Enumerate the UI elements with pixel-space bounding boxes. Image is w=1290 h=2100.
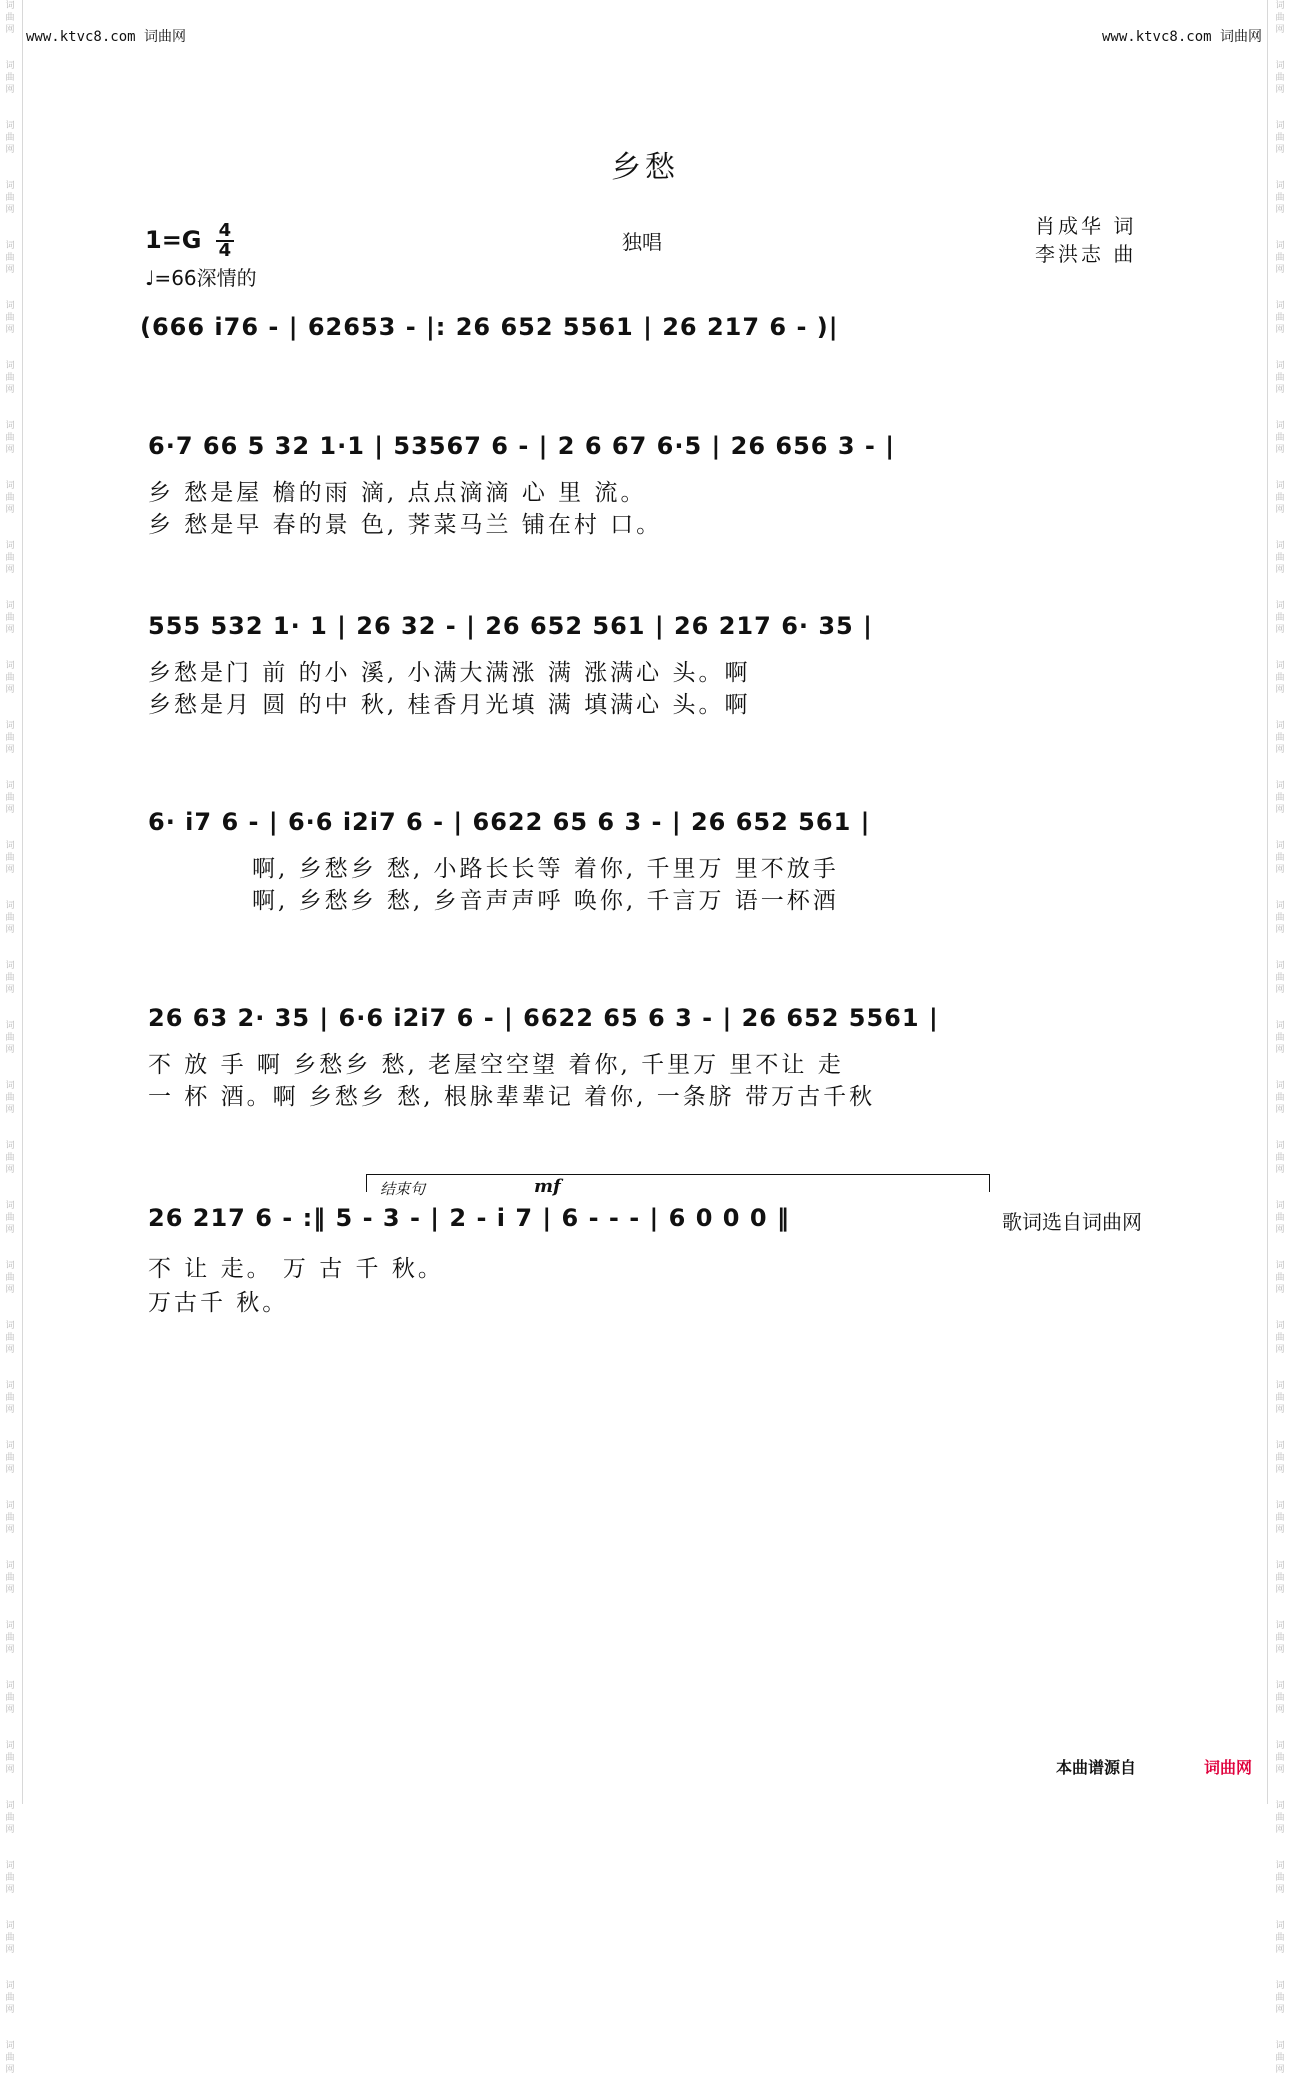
lyrics-source-note: 歌词选自词曲网 <box>1002 1210 1142 1234</box>
footer-source-label: 本曲谱源自 <box>1056 1758 1137 1777</box>
key-text: 1=G <box>145 226 202 254</box>
score-row-3-notes: 555 532 1· 1 | 26 32 - | 26 652 561 | 26 217 6· 35 | <box>148 612 873 640</box>
time-bottom: 4 <box>216 240 234 260</box>
score-row-5-lyric-1: 不 放 手 啊 乡愁乡 愁, 老屋空空望 着你, 千里万 里不让 走 <box>148 1052 844 1078</box>
score-row-5-lyric-2: 一 杯 酒。啊 乡愁乡 愁, 根脉辈辈记 着你, 一条脐 带万古千秋 <box>148 1084 876 1110</box>
score-row-4-notes: 6· i7 6 - | 6·6 i2i7 6 - | 6622 65 6 3 - | 26 652 561 | <box>148 808 871 836</box>
ending-bracket-top <box>366 1174 990 1175</box>
score-row-1-notes: (666 i76 - | 62653 - |: 26 652 5561 | 26 217 6 - )| <box>140 313 839 341</box>
score-row-5-notes: 26 63 2· 35 | 6·6 i2i7 6 - | 6622 65 6 3 - | 26 652 5561 | <box>148 1004 939 1032</box>
site-link-left[interactable]: www.ktvc8.com 词曲网 <box>26 29 187 45</box>
left-margin-line <box>22 0 23 1804</box>
score-row-6-notes: 26 217 6 - :‖ 5 - 3 - | 2 - i 7 | 6 - - - | 6 0 0 0 ‖ <box>148 1204 790 1232</box>
score-row-6-lyric-2: 万古千 秋。 <box>148 1290 289 1316</box>
score-row-4-lyric-2: 啊, 乡愁乡 愁, 乡音声声呼 唤你, 千言万 语一杯酒 <box>252 888 839 914</box>
ending-bracket-left <box>366 1174 367 1192</box>
site-link-right[interactable]: www.ktvc8.com 词曲网 <box>1101 29 1262 45</box>
watermark-column-right: 词 曲 网 词 曲 网 词 曲 网 词 曲 网 词 曲 网 词 曲 网 词 曲 网 词 曲 网 词 曲 网 词 曲 网 词 曲 网 词 曲 网 词 曲 网 词 曲 网 词 曲 网 词 曲 网 词 曲 网 词 曲 网 词 曲 网 词 曲 网 词 曲 网 词 曲 网 词 曲 网 词 曲 网 词 曲 网 词 曲 网 词 曲 网 词 曲 网 词 曲 网 词 曲 网 词 曲 网 词 曲 网 词 曲 网 词 曲 网 词 曲 网 <box>1275 1 1285 2075</box>
watermark-column-left: 词 曲 网 词 曲 网 词 曲 网 词 曲 网 词 曲 网 词 曲 网 词 曲 网 词 曲 网 词 曲 网 词 曲 网 词 曲 网 词 曲 网 词 曲 网 词 曲 网 词 曲 网 词 曲 网 词 曲 网 词 曲 网 词 曲 网 词 曲 网 词 曲 网 词 曲 网 词 曲 网 词 曲 网 词 曲 网 词 曲 网 词 曲 网 词 曲 网 词 曲 网 词 曲 网 词 曲 网 词 曲 网 词 曲 网 词 曲 网 词 曲 网 <box>5 1 15 2075</box>
ending-label: 结束句 <box>380 1180 426 1198</box>
score-row-2-lyric-1: 乡 愁是屋 檐的雨 滴, 点点滴滴 心 里 流。 <box>148 480 647 506</box>
ending-bracket-right <box>989 1174 990 1192</box>
page-title: 乡愁 <box>611 150 679 185</box>
time-signature <box>216 222 234 260</box>
score-row-3-lyric-1: 乡愁是门 前 的小 溪, 小满大满涨 满 涨满心 头。啊 <box>148 660 751 686</box>
tempo-marking: ♩=66深情的 <box>145 266 257 290</box>
dynamic-marking: mf <box>534 1176 561 1197</box>
score-row-3-lyric-2: 乡愁是月 圆 的中 秋, 桂香月光填 满 填满心 头。啊 <box>148 692 751 718</box>
key-signature <box>145 222 234 260</box>
right-margin-line <box>1267 0 1268 1804</box>
composer-credit: 李洪志 曲 <box>1035 242 1137 266</box>
score-row-2-notes: 6·7 66 5 32 1·1 | 53567 6 - | 2 6 67 6·5 | 26 656 3 - | <box>148 432 895 460</box>
time-top: 4 <box>218 220 232 241</box>
lyricist-credit: 肖成华 词 <box>1035 214 1137 238</box>
footer-site-logo[interactable]: 词曲网 <box>1204 1758 1253 1777</box>
performance-type: 独唱 <box>622 230 662 254</box>
score-row-6-lyric-1: 不 让 走。 万 古 千 秋。 <box>148 1256 444 1282</box>
score-row-4-lyric-1: 啊, 乡愁乡 愁, 小路长长等 着你, 千里万 里不放手 <box>252 856 839 882</box>
score-row-2-lyric-2: 乡 愁是早 春的景 色, 荠菜马兰 铺在村 口。 <box>148 512 663 538</box>
